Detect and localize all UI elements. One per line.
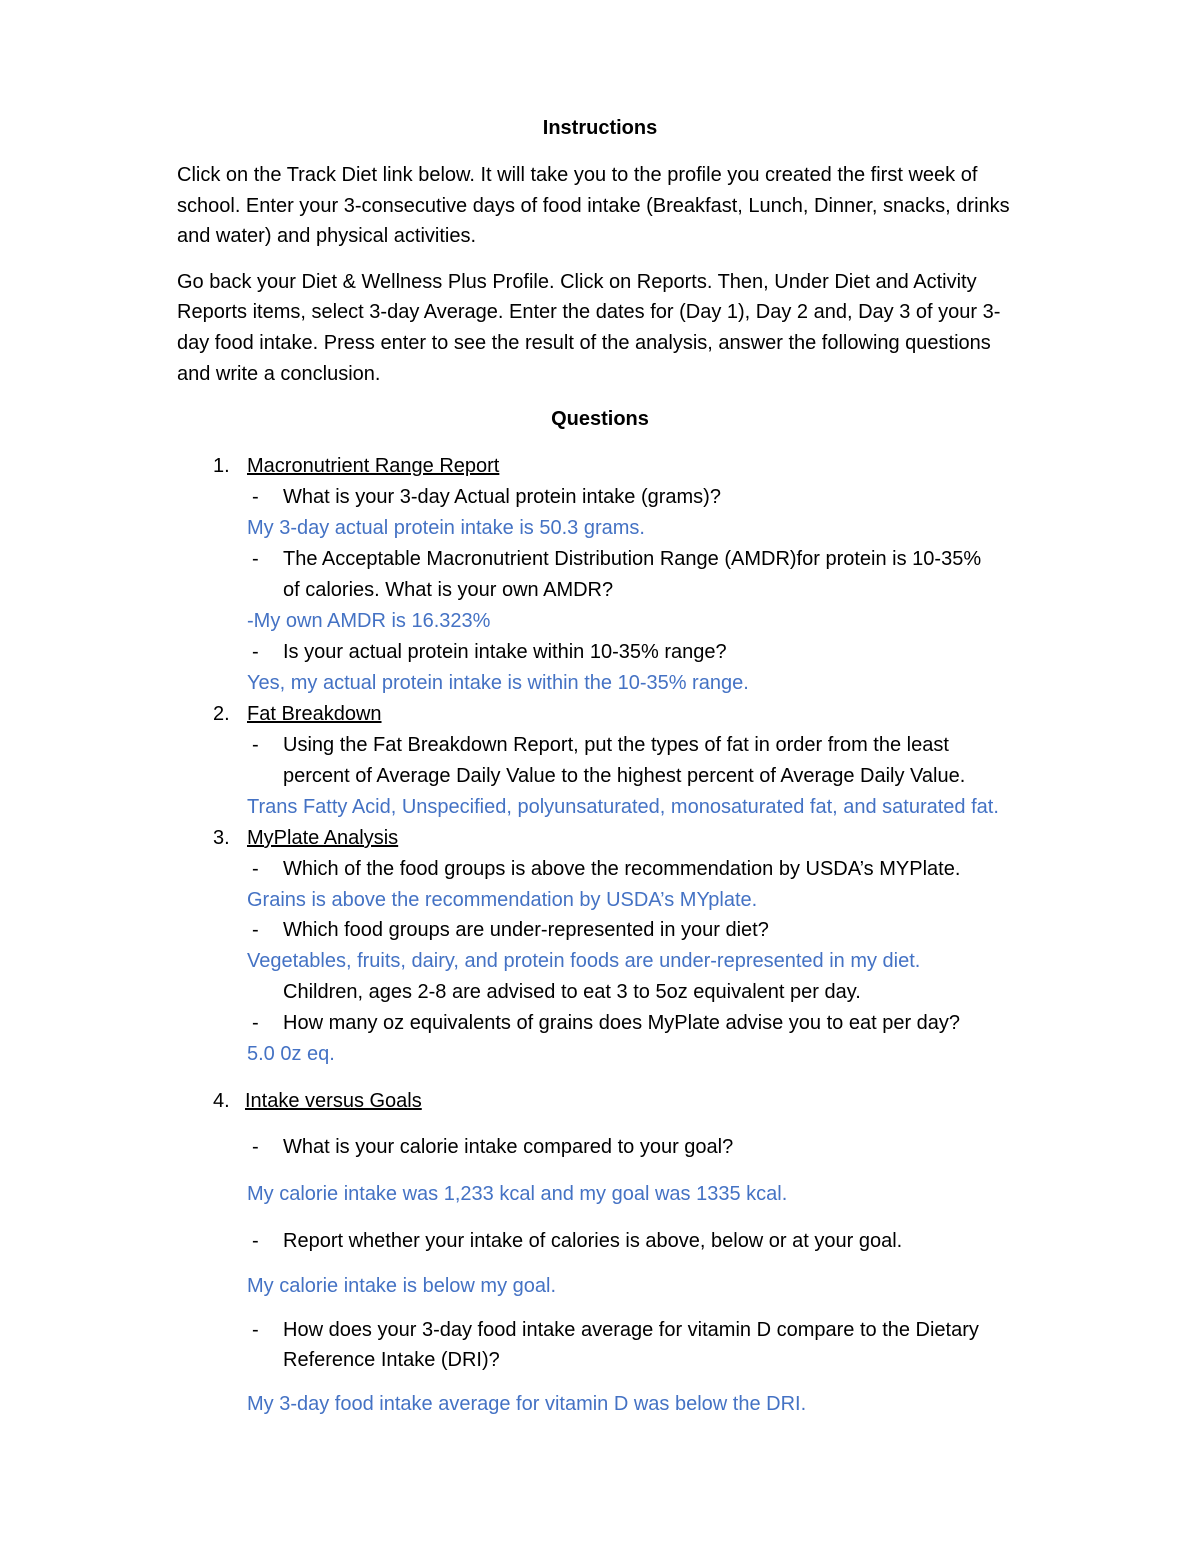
paragraph-line: and write a conclusion.	[177, 363, 381, 385]
section-heading: Macronutrient Range Report	[247, 455, 500, 477]
answer-text: Grains is above the recommendation by USDA’s MYplate.	[247, 889, 758, 911]
paragraph-line: and water) and physical activities.	[177, 225, 477, 247]
section-heading: Fat Breakdown	[247, 703, 382, 725]
question-text: How many oz equivalents of grains does MyPlate advise you to eat per day?	[283, 1012, 961, 1034]
answer-text: -My own AMDR is 16.323%	[247, 610, 491, 632]
answer-text: My 3-day food intake average for vitamin D was below the DRI.	[247, 1393, 807, 1415]
question-text: of calories. What is your own AMDR?	[283, 579, 614, 601]
answer-text: My calorie intake is below my goal.	[247, 1275, 557, 1297]
paragraph-line: Go back your Diet & Wellness Plus Profile. Click on Reports. Then, Under Diet and Activity	[177, 271, 977, 293]
bullet-dash: -	[252, 641, 259, 663]
paragraph-line: school. Enter your 3-consecutive days of food intake (Breakfast, Lunch, Dinner, snacks, drinks	[177, 195, 1010, 217]
question-text: What is your 3-day Actual protein intake (grams)?	[283, 486, 721, 508]
bullet-dash: -	[252, 1230, 259, 1252]
answer-text: 5.0 0z eq.	[247, 1043, 335, 1065]
question-text: How does your 3-day food intake average for vitamin D compare to the Dietary	[283, 1319, 979, 1341]
bullet-dash: -	[252, 1319, 259, 1341]
question-text: Report whether your intake of calories is above, below or at your goal.	[283, 1230, 903, 1252]
bullet-dash: -	[252, 1136, 259, 1158]
answer-text: My 3-day actual protein intake is 50.3 grams.	[247, 517, 645, 539]
question-text: percent of Average Daily Value to the highest percent of Average Daily Value.	[283, 765, 966, 787]
paragraph-line: day food intake. Press enter to see the result of the analysis, answer the following questions	[177, 332, 991, 354]
answer-text: Yes, my actual protein intake is within the 10-35% range.	[247, 672, 749, 694]
bullet-dash: -	[252, 919, 259, 941]
bullet-dash: -	[252, 858, 259, 880]
section-heading: MyPlate Analysis	[247, 827, 399, 849]
section-number: 1.	[213, 455, 230, 477]
question-text: Which of the food groups is above the recommendation by USDA’s MYPlate.	[283, 858, 961, 880]
section-number: 2.	[213, 703, 230, 725]
answer-text: My calorie intake was 1,233 kcal and my goal was 1335 kcal.	[247, 1183, 788, 1205]
bullet-dash: -	[252, 486, 259, 508]
paragraph-line: Click on the Track Diet link below. It will take you to the profile you created the first week of	[177, 164, 978, 186]
questions-heading: Questions	[551, 408, 649, 430]
section-number: 3.	[213, 827, 230, 849]
question-text: Which food groups are under-represented in your diet?	[283, 919, 769, 941]
answer-text: Trans Fatty Acid, Unspecified, polyunsaturated, monosaturated fat, and saturated fat.	[247, 796, 999, 818]
bullet-dash: -	[252, 734, 259, 756]
bullet-dash: -	[252, 548, 259, 570]
section-heading: Intake versus Goals	[245, 1090, 422, 1112]
question-text: What is your calorie intake compared to your goal?	[283, 1136, 734, 1158]
question-text: The Acceptable Macronutrient Distribution Range (AMDR)for protein is 10-35%	[283, 548, 982, 570]
question-text: Using the Fat Breakdown Report, put the types of fat in order from the least	[283, 734, 949, 756]
bullet-dash: -	[252, 1012, 259, 1034]
section-number: 4.	[213, 1090, 230, 1112]
paragraph-line: Reports items, select 3-day Average. Enter the dates for (Day 1), Day 2 and, Day 3 of your 3-	[177, 301, 1001, 323]
instructions-title: Instructions	[542, 117, 658, 139]
question-text: Reference Intake (DRI)?	[283, 1349, 500, 1371]
question-text: Is your actual protein intake within 10-35% range?	[283, 641, 727, 663]
note-text: Children, ages 2-8 are advised to eat 3 to 5oz equivalent per day.	[283, 981, 861, 1003]
answer-text: Vegetables, fruits, dairy, and protein foods are under-represented in my diet.	[247, 950, 921, 972]
